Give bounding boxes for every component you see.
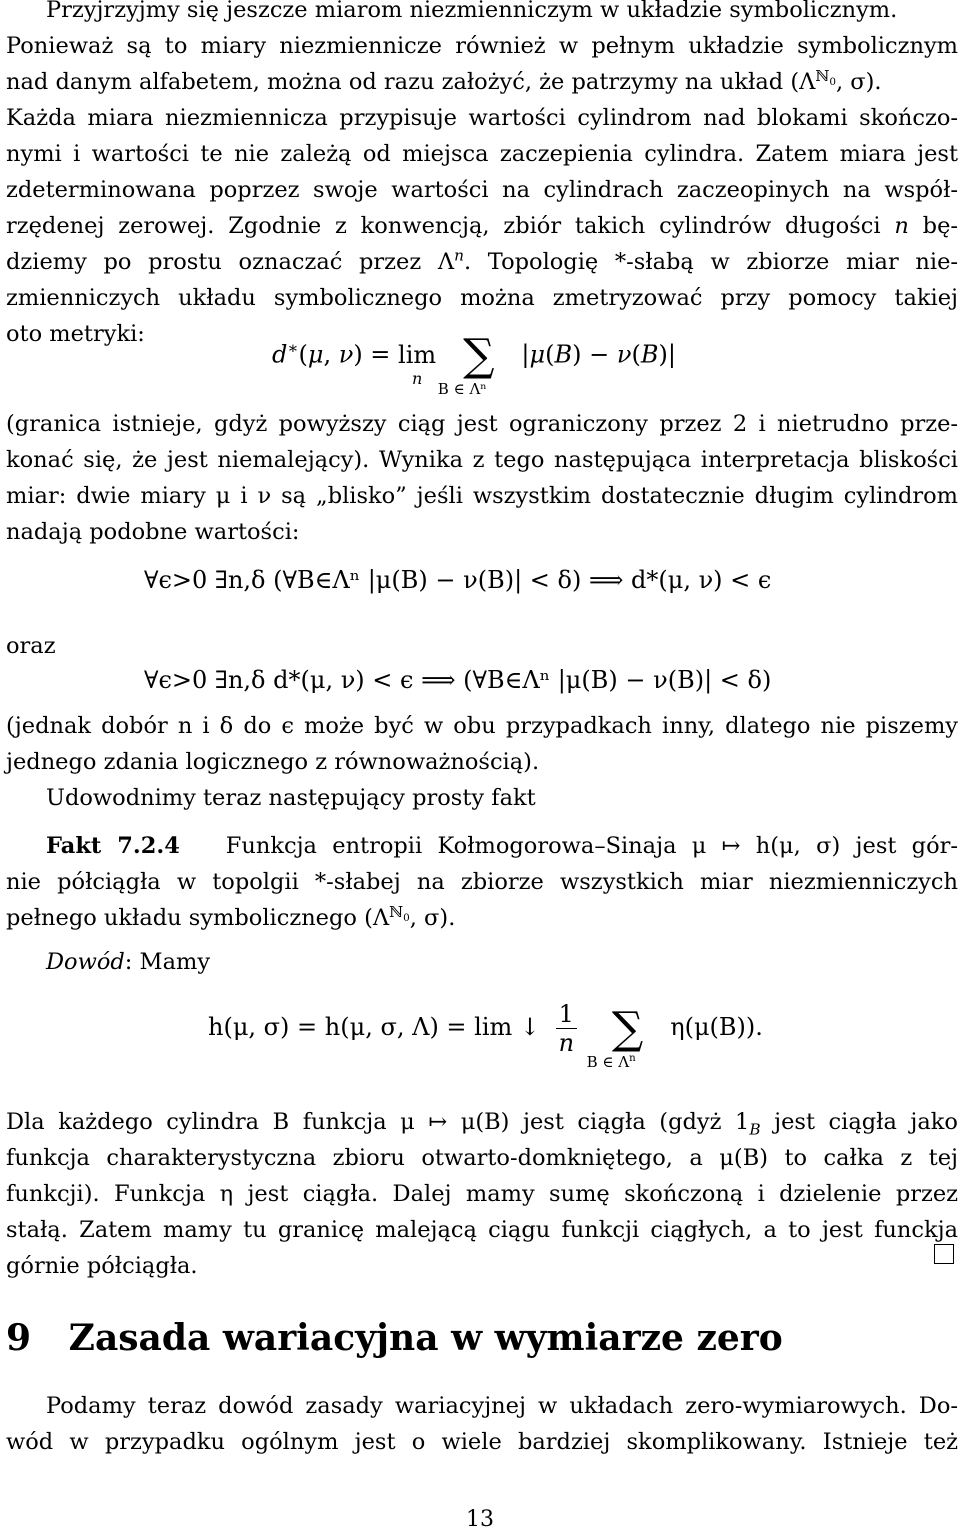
section-heading: 9 Zasada wariacyjna w wymiarze zero — [6, 1317, 783, 1359]
text-line: funkcja charakterystyczna zbioru otwarto-domkniętego, a μ(B) to całka z tej — [6, 1145, 958, 1171]
text-line: nadają podobne wartości: — [6, 519, 300, 545]
text-line: rzędenej zerowej. Zgodnie z konwencją, zbiór takich cylindrów długości n bę- — [6, 213, 958, 239]
text-line: Dla każdego cylindra B funkcja μ ↦ μ(B) jest ciągła (gdyż $1_B$ jest ciągła jako — [6, 1109, 958, 1139]
text-line: nie półciągła w topolgii *-słabej na zbiorze wszystkich miar niezmienniczych — [6, 869, 958, 895]
equation-entropy: h(μ, σ) = h(μ, σ, Λ) = lim ↓ $\frac{1}{n}$ ∑ B ∈ $\Lambda^n$ η(μ(B)). — [208, 1000, 763, 1071]
proof-line: Dowód: Mamy — [46, 949, 211, 975]
oraz-label: oraz — [6, 633, 56, 659]
equation-metric: d∗(μ, ν) = lim n ∑ B ∈ Λⁿ |μ(B) − ν(B)| — [272, 330, 676, 398]
text-line: Każda miara niezmiennicza przypisuje wartości cylindrom nad blokami skończo- — [6, 105, 958, 131]
fact-line: Fakt 7.2.4 Funkcja entropii Kołmogorowa–Sinaja μ ↦ h(μ, σ) jest gór- — [46, 833, 958, 859]
text-line: zdeterminowana poprzez swoje wartości na cylindrach zaczeopinych na współ- — [6, 177, 958, 203]
text-line: pełnego układu symbolicznego ($\Lambda^{ℕ_0}$, σ). — [6, 902, 456, 931]
text-line: funkcji). Funkcja η jest ciągła. Dalej mamy sumę skończoną i dzielenie przez — [6, 1181, 958, 1207]
text-line: stałą. Zatem mamy tu granicę malejącą ciągu funkcji ciągłych, a to jest funckja — [6, 1217, 958, 1243]
fact-label: Fakt 7.2.4 — [46, 833, 180, 859]
text-line: (granica istnieje, gdyż powyższy ciąg jest ograniczony przez 2 i nietrudno prze- — [6, 411, 958, 437]
text-line: Podamy teraz dowód zasady wariacyjnej w układach zero-wymiarowych. Do- — [46, 1393, 958, 1419]
text-line: nad danym alfabetem, można od razu założyć, że patrzymy na układ ($\Lambda^{ℕ_0}$, σ). — [6, 66, 882, 95]
text-line: górnie półciągła. — [6, 1253, 198, 1279]
text-line: wód w przypadku ogólnym jest o wiele bardziej skomplikowany. Istnieje też — [6, 1429, 958, 1455]
qed-box-icon — [934, 1244, 954, 1264]
text-line: nymi i wartości te nie zależą od miejsca zaczepienia cylindra. Zatem miara jest — [6, 141, 958, 167]
text-line: oto metryki: — [6, 321, 145, 347]
equation-implication-2: ∀ϵ>0 ∃n,δ d*(μ, ν) < ϵ ⟹ (∀B∈Λⁿ |μ(B) − ν(B)| < δ) — [144, 666, 772, 694]
text-line: (jednak dobór n i δ do ϵ może być w obu przypadkach inny, dlatego nie piszemy — [6, 713, 958, 739]
text-line: Udowodnimy teraz następujący prosty fakt — [46, 785, 536, 811]
text-line: miar: dwie miary μ i ν są „blisko” jeśli wszystkim dostatecznie długim cylindrom — [6, 483, 958, 509]
text-line: konać się, że jest niemalejący). Wynika z tego następująca interpretacja bliskości — [6, 447, 958, 473]
text-line: jednego zdania logicznego z równoważnością). — [6, 749, 540, 775]
text-line: dziemy po prostu oznaczać przez $\Lambda^n$. Topologię *-słabą w zbiorze miar nie- — [6, 246, 958, 275]
text-line: Ponieważ są to miary niezmiennicze również w pełnym układzie symbolicznym — [6, 33, 958, 59]
page-number: 13 — [466, 1507, 494, 1532]
text-line: zmienniczych układu symbolicznego można zmetryzować przy pomocy takiej — [6, 285, 958, 311]
equation-implication-1: ∀ϵ>0 ∃n,δ (∀B∈Λⁿ |μ(B) − ν(B)| < δ) ⟹ d*(μ, ν) < ϵ — [144, 566, 772, 594]
proof-label: Dowód — [46, 949, 125, 975]
text-line: Przyjrzyjmy się jeszcze miarom niezmienniczym w układzie symbolicznym. — [46, 0, 898, 23]
